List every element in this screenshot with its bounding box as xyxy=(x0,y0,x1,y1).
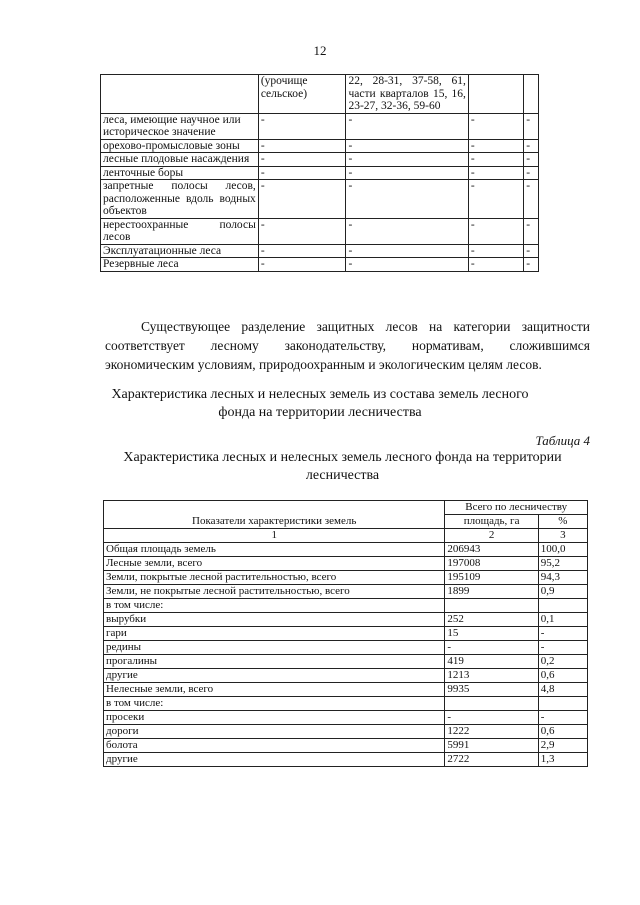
table-cell: 2,9 xyxy=(538,739,587,753)
header-area: площадь, га xyxy=(445,515,538,529)
table-cell: - xyxy=(258,258,346,272)
header-percent: % xyxy=(538,515,587,529)
table-row xyxy=(101,75,539,114)
table-cell: Эксплуатационные леса xyxy=(101,244,259,258)
table-cell: 100,0 xyxy=(538,543,587,557)
table-cell: лесные плодовые насаждения xyxy=(101,153,259,167)
table-cell: Земли, не покрытые лесной растительностью, всего xyxy=(104,585,445,599)
table-cell: 1213 xyxy=(445,669,538,683)
table-row xyxy=(101,139,539,153)
table-row xyxy=(104,669,588,683)
table-cell: в том числе: xyxy=(104,599,445,613)
table-cell xyxy=(468,75,523,114)
table-cell: 0,6 xyxy=(538,669,587,683)
table-cell: - xyxy=(538,641,587,655)
table-cell: Общая площадь земель xyxy=(104,543,445,557)
table-header-row xyxy=(104,501,588,515)
table-cell: 0,1 xyxy=(538,613,587,627)
table-cell: - xyxy=(346,258,468,272)
table-cell: редины xyxy=(104,641,445,655)
table-cell: 419 xyxy=(445,655,538,669)
table-cell: дороги xyxy=(104,725,445,739)
table-cell: 94,3 xyxy=(538,571,587,585)
table-cell: леса, имеющие научное или историческое значение xyxy=(101,113,259,139)
table-row xyxy=(104,725,588,739)
table-cell: - xyxy=(468,113,523,139)
table-row xyxy=(101,180,539,219)
table-cell: 206943 xyxy=(445,543,538,557)
table-cell: гари xyxy=(104,627,445,641)
table-cell: 1 xyxy=(104,529,445,543)
table-cell: в том числе: xyxy=(104,697,445,711)
table-cell: - xyxy=(346,166,468,180)
table-cell: орехово-промысловые зоны xyxy=(101,139,259,153)
table-row xyxy=(104,683,588,697)
table-cell: - xyxy=(524,153,539,167)
table-cell: - xyxy=(468,180,523,219)
table-cell: - xyxy=(524,258,539,272)
table-row xyxy=(104,613,588,627)
table-cell: 3 xyxy=(538,529,587,543)
table-cell: 95,2 xyxy=(538,557,587,571)
table-cell: - xyxy=(346,139,468,153)
table-row xyxy=(101,218,539,244)
table-cell: - xyxy=(524,180,539,219)
table-cell: (урочище сельское) xyxy=(258,75,346,114)
table-row xyxy=(104,739,588,753)
table-cell: - xyxy=(468,258,523,272)
table-cell: 22, 28-31, 37-58, 61, части кварталов 15, 16, 23-27, 32-36, 59-60 xyxy=(346,75,468,114)
table-cell: Резервные леса xyxy=(101,258,259,272)
table-cell: вырубки xyxy=(104,613,445,627)
table-cell: Нелесные земли, всего xyxy=(104,683,445,697)
table-cell: - xyxy=(258,180,346,219)
table-cell: 0,6 xyxy=(538,725,587,739)
table-cell: - xyxy=(445,711,538,725)
table-row xyxy=(101,244,539,258)
table-cell: - xyxy=(258,244,346,258)
table-cell: 197008 xyxy=(445,557,538,571)
table-row xyxy=(104,753,588,767)
table-cell: Земли, покрытые лесной растительностью, всего xyxy=(104,571,445,585)
table-cell: 9935 xyxy=(445,683,538,697)
table-row xyxy=(104,585,588,599)
table-cell: 252 xyxy=(445,613,538,627)
table-row xyxy=(101,113,539,139)
table-cell: - xyxy=(468,218,523,244)
table-row xyxy=(104,571,588,585)
table-row xyxy=(101,258,539,272)
table-row xyxy=(104,599,588,613)
table-cell: нерестоохранные полосы лесов xyxy=(101,218,259,244)
table-cell: Лесные земли, всего xyxy=(104,557,445,571)
table-cell: болота xyxy=(104,739,445,753)
table-cell: запретные полосы лесов, расположенные вдоль водных объектов xyxy=(101,180,259,219)
table-cell: - xyxy=(524,113,539,139)
table-cell: - xyxy=(524,166,539,180)
table-numbering-row xyxy=(104,529,588,543)
table-cell: 1,3 xyxy=(538,753,587,767)
table-cell xyxy=(101,75,259,114)
table-cell: - xyxy=(346,180,468,219)
table-row xyxy=(104,655,588,669)
table-cell xyxy=(524,75,539,114)
table-cell xyxy=(445,697,538,711)
table-cell: другие xyxy=(104,669,445,683)
table-cell: - xyxy=(258,153,346,167)
table-cell: 0,9 xyxy=(538,585,587,599)
table-row xyxy=(104,697,588,711)
table-cell: 1899 xyxy=(445,585,538,599)
table-cell: - xyxy=(346,244,468,258)
table-row xyxy=(104,711,588,725)
table-label: Таблица 4 xyxy=(535,433,590,448)
table-cell: - xyxy=(258,113,346,139)
land-characteristics-table xyxy=(103,500,588,767)
table-cell: ленточные боры xyxy=(101,166,259,180)
table-cell: - xyxy=(468,153,523,167)
table-cell: - xyxy=(258,139,346,153)
table-cell: - xyxy=(468,166,523,180)
table-cell: другие xyxy=(104,753,445,767)
header-total: Всего по лесничеству xyxy=(445,501,588,515)
table-cell: 2722 xyxy=(445,753,538,767)
table-cell: - xyxy=(445,641,538,655)
table-cell: 1222 xyxy=(445,725,538,739)
table-cell: - xyxy=(258,218,346,244)
table-cell: 5991 xyxy=(445,739,538,753)
table-cell: - xyxy=(468,244,523,258)
table-cell: - xyxy=(524,139,539,153)
table-cell: - xyxy=(524,218,539,244)
table-title: Характеристика лесных и нелесных земель лесного фонда на территории лесничества xyxy=(123,450,562,483)
table-cell: - xyxy=(538,711,587,725)
table-cell: - xyxy=(346,218,468,244)
table-cell xyxy=(445,599,538,613)
table-row xyxy=(104,627,588,641)
table-cell: 0,2 xyxy=(538,655,587,669)
table-row xyxy=(104,557,588,571)
table-cell: 195109 xyxy=(445,571,538,585)
table-cell: 15 xyxy=(445,627,538,641)
table-cell: - xyxy=(346,153,468,167)
section-heading: Характеристика лесных и нелесных земель из состава земель лесного фонда на территории лесничества xyxy=(111,387,529,420)
table-row xyxy=(101,153,539,167)
body-paragraph: Существующее разделение защитных лесов на категории защитности соответствует лесному законодательству, нормативам, сложившимся экономическим условиям, природоохранным и экологическим целям лесов. xyxy=(105,319,590,372)
table-cell: - xyxy=(524,244,539,258)
table-cell: 2 xyxy=(445,529,538,543)
protective-forests-table xyxy=(100,74,539,272)
header-indicator: Показатели характеристики земель xyxy=(104,501,445,529)
page-number: 12 xyxy=(313,43,327,58)
table-cell: 4,8 xyxy=(538,683,587,697)
table-cell: - xyxy=(538,627,587,641)
table-cell xyxy=(538,697,587,711)
table-row xyxy=(104,641,588,655)
table-cell: - xyxy=(346,113,468,139)
table-row xyxy=(104,543,588,557)
table-row xyxy=(101,166,539,180)
table-cell: - xyxy=(468,139,523,153)
table-cell xyxy=(538,599,587,613)
table-cell: просеки xyxy=(104,711,445,725)
table-cell: прогалины xyxy=(104,655,445,669)
table-cell: - xyxy=(258,166,346,180)
